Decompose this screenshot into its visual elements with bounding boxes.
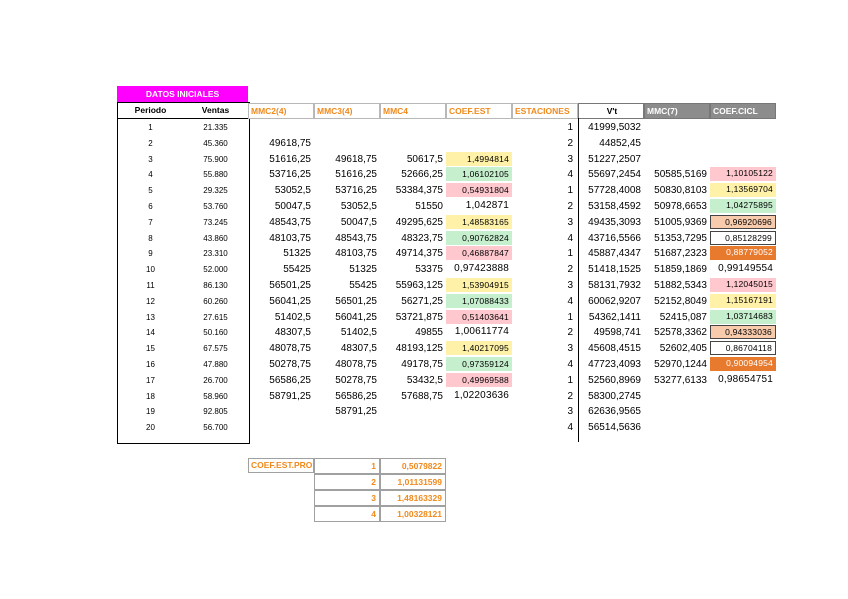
coef-est-cell: 1,06102105 (446, 167, 512, 181)
promedio-coef-value: 0,5079822 (380, 458, 446, 474)
column-header-mmc2: MMC2(4) (248, 103, 314, 119)
mmc3-cell: 53716,25 (335, 185, 377, 197)
periodo-cell: 4 (148, 170, 153, 180)
periodo-cell: 10 (146, 265, 155, 275)
column-header-estaciones: ESTACIONES (512, 103, 578, 119)
coef-est-cell: 1,00611774 (454, 326, 509, 338)
coef-cicl-cell: 0,96920696 (710, 215, 776, 229)
coef-cicl-cell: 1,04275895 (710, 199, 776, 213)
mmc7-cell: 53277,6133 (654, 374, 707, 386)
promedio-coef-value: 1,00328121 (380, 506, 446, 522)
mmc3-cell: 58791,25 (335, 406, 377, 418)
ventas-cell: 47.880 (203, 360, 228, 369)
vt-cell: 58131,7932 (588, 280, 641, 291)
vt-cell: 51418,1525 (588, 264, 641, 276)
coef-est-cell: 1,02203636 (454, 389, 509, 401)
column-header-coef-est: COEF.EST (446, 103, 512, 119)
estacion-cell: 3 (567, 343, 573, 355)
mmc4-cell: 55963,125 (395, 280, 443, 291)
mmc4-cell: 53721,875 (395, 311, 443, 323)
column-header-coef-cicl: COEF.CICL (710, 103, 776, 119)
mmc4-cell: 57688,75 (401, 390, 443, 402)
mmc7-cell: 52970,1244 (654, 359, 707, 370)
coef-cicl-cell: 0,86704118 (710, 341, 776, 355)
periodo-cell: 16 (146, 360, 155, 369)
mmc3-cell: 48307,5 (340, 343, 377, 355)
estacion-cell: 1 (567, 122, 573, 133)
datos-iniciales-title: DATOS INICIALES (117, 86, 248, 102)
vt-cell: 51227,2507 (588, 153, 641, 165)
coef-est-promedio-label: COEF.EST.PRO (248, 458, 314, 473)
ventas-cell: 75.900 (203, 154, 228, 164)
mmc2-cell: 53052,5 (274, 185, 311, 197)
ventas-cell: 26.700 (203, 375, 228, 385)
vt-cell: 45608,4515 (588, 343, 641, 355)
coef-cicl-cell: 0,90094954 (710, 357, 776, 371)
vt-cell: 54362,1411 (588, 311, 641, 323)
coef-est-cell: 1,48583165 (446, 215, 512, 229)
vt-cell: 49598,741 (593, 327, 641, 339)
coef-est-cell: 1,53904915 (446, 278, 512, 292)
coef-cicl-cell: 1,10105122 (710, 167, 776, 181)
vt-cell: 55697,2454 (588, 169, 641, 181)
mmc7-cell: 51687,2323 (654, 248, 707, 260)
ventas-cell: 56.700 (203, 423, 228, 433)
periodo-cell: 17 (146, 375, 155, 385)
coef-cicl-cell: 1,03714683 (710, 310, 776, 324)
vt-cell: 56514,5636 (588, 422, 641, 434)
mmc4-cell: 51550 (415, 201, 443, 212)
column-header-mmc3: MMC3(4) (314, 103, 380, 119)
mmc4-cell: 50617,5 (406, 153, 443, 165)
mmc2-cell: 48078,75 (269, 343, 311, 355)
coef-cicl-cell: 0,85128299 (710, 231, 776, 245)
mmc7-cell: 51882,5343 (654, 280, 707, 291)
promedio-coef-value: 1,48163329 (380, 490, 446, 506)
coef-est-cell: 0,46887847 (446, 246, 512, 260)
mmc7-cell: 50830,8103 (654, 185, 707, 197)
ventas-cell: 50.160 (203, 328, 228, 338)
ventas-cell: 86.130 (203, 281, 228, 290)
mmc2-cell: 51616,25 (269, 153, 311, 165)
estacion-cell: 1 (567, 248, 573, 260)
mmc3-cell: 53052,5 (340, 201, 377, 212)
coef-est-cell: 0,97423888 (454, 263, 509, 275)
column-header-ventas: Ventas (201, 105, 230, 115)
mmc4-cell: 52666,25 (401, 169, 443, 181)
mmc7-cell: 50978,6653 (654, 201, 707, 212)
estacion-cell: 3 (567, 153, 573, 165)
column-header-mmc7: MMC(7) (644, 103, 710, 119)
estacion-cell: 3 (567, 406, 573, 418)
vt-cell: 45887,4347 (588, 248, 641, 260)
coef-cicl-cell: 0,88779052 (710, 246, 776, 260)
estacion-cell: 4 (567, 295, 573, 307)
promedio-season-number: 2 (314, 474, 380, 490)
coef-est-cell: 1,07088433 (446, 294, 512, 308)
periodo-cell: 18 (146, 391, 155, 401)
mmc2-cell: 53716,25 (269, 169, 311, 181)
ventas-cell: 29.325 (203, 186, 228, 196)
vt-cell: 52560,8969 (588, 374, 641, 386)
coef-cicl-cell: 1,13569704 (710, 183, 776, 197)
promedio-season-number: 1 (314, 458, 380, 474)
periodo-cell: 1 (148, 123, 153, 132)
coef-est-cell: 0,51403641 (446, 310, 512, 324)
coef-cicl-cell: 1,12045015 (710, 278, 776, 292)
vt-cell: 49435,3093 (588, 216, 641, 228)
mmc4-cell: 53432,5 (406, 374, 443, 386)
coef-est-cell: 0,49969588 (446, 373, 512, 387)
coef-est-cell: 1,4994814 (446, 152, 512, 166)
promedio-coef-value: 1,01131599 (380, 474, 446, 490)
estacion-cell: 2 (567, 327, 573, 339)
estacion-cell: 2 (567, 137, 573, 149)
ventas-cell: 73.245 (203, 217, 228, 227)
estacion-cell: 4 (567, 232, 573, 244)
mmc7-cell: 52415,087 (659, 311, 707, 323)
coef-cicl-cell: 0,98654751 (718, 373, 773, 385)
mmc2-cell: 56586,25 (269, 374, 311, 386)
vt-cell: 43716,5566 (588, 232, 641, 244)
mmc2-cell: 48307,5 (274, 327, 311, 339)
mmc4-cell: 53375 (415, 264, 443, 276)
mmc7-cell: 51353,7295 (654, 232, 707, 244)
periodo-cell: 7 (148, 217, 153, 227)
vt-cell: 58300,2745 (588, 390, 641, 402)
mmc7-cell: 51005,9369 (654, 216, 707, 228)
mmc4-cell: 48323,75 (401, 232, 443, 244)
periodo-cell: 14 (146, 328, 155, 338)
periodo-cell: 13 (146, 312, 155, 322)
mmc4-cell: 56271,25 (401, 295, 443, 307)
periodo-cell: 3 (148, 154, 153, 164)
periodo-cell: 19 (146, 407, 155, 417)
estacion-cell: 2 (567, 390, 573, 402)
coef-cicl-cell: 0,94333036 (710, 325, 776, 339)
vt-cell: 41999,5032 (588, 122, 641, 133)
ventas-cell: 21.335 (203, 123, 228, 132)
mmc3-cell: 48543,75 (335, 232, 377, 244)
estacion-cell: 2 (567, 264, 573, 276)
vt-cell: 62636,9565 (588, 406, 641, 418)
estacion-cell: 4 (567, 169, 573, 181)
mmc2-cell: 58791,25 (269, 390, 311, 402)
vt-cell: 57728,4008 (588, 185, 641, 197)
mmc2-cell: 48103,75 (269, 232, 311, 244)
coef-est-cell: 0,54931804 (446, 183, 512, 197)
ventas-cell: 27.615 (203, 312, 228, 322)
column-header-mmc4: MMC4 (380, 103, 446, 119)
periodo-cell: 6 (148, 202, 153, 211)
mmc3-cell: 51616,25 (335, 169, 377, 181)
estacion-cell: 1 (567, 311, 573, 323)
mmc3-cell: 51325 (349, 264, 377, 276)
periodo-cell: 20 (146, 423, 155, 433)
coef-cicl-cell: 0,99149554 (718, 263, 773, 275)
mmc2-cell: 55425 (283, 264, 311, 276)
mmc3-cell: 50278,75 (335, 374, 377, 386)
column-header-periodo: Periodo (134, 105, 167, 115)
mmc2-cell: 50047,5 (274, 201, 311, 212)
periodo-cell: 12 (146, 296, 155, 306)
estacion-cell: 4 (567, 422, 573, 434)
ventas-cell: 52.000 (203, 265, 228, 275)
estacion-cell: 2 (567, 201, 573, 212)
periodo-cell: 5 (148, 186, 153, 196)
mmc3-cell: 48078,75 (335, 359, 377, 370)
ventas-cell: 45.360 (203, 138, 228, 148)
coef-est-cell: 0,90762824 (446, 231, 512, 245)
mmc3-cell: 48103,75 (335, 248, 377, 260)
vt-cell: 53158,4592 (588, 201, 641, 212)
periodo-cell: 2 (148, 138, 153, 148)
mmc3-cell: 55425 (349, 280, 377, 291)
mmc3-cell: 56041,25 (335, 311, 377, 323)
periodo-cell: 11 (146, 281, 155, 290)
ventas-cell: 60.260 (203, 296, 228, 306)
coef-est-cell: 0,97359124 (446, 357, 512, 371)
ventas-cell: 67.575 (203, 344, 228, 354)
datos-header-divider (117, 118, 249, 119)
ventas-cell: 53.760 (203, 202, 228, 211)
mmc3-cell: 51402,5 (340, 327, 377, 339)
mmc2-cell: 49618,75 (269, 137, 311, 149)
mmc3-cell: 50047,5 (340, 216, 377, 228)
promedio-season-number: 4 (314, 506, 380, 522)
mmc2-cell: 51402,5 (274, 311, 311, 323)
mmc4-cell: 49295,625 (395, 216, 443, 228)
mmc7-cell: 51859,1869 (654, 264, 707, 276)
mmc2-cell: 56501,25 (269, 280, 311, 291)
promedio-season-number: 3 (314, 490, 380, 506)
periodo-cell: 9 (148, 249, 153, 259)
mmc4-cell: 53384,375 (395, 185, 443, 197)
estacion-cell: 1 (567, 185, 573, 197)
vt-cell: 44852,45 (599, 137, 641, 149)
coef-cicl-cell: 1,15167191 (710, 294, 776, 308)
mmc4-cell: 49714,375 (395, 248, 443, 260)
periodo-cell: 15 (146, 344, 155, 354)
vt-cell: 47723,4093 (588, 359, 641, 370)
mmc7-cell: 52602,405 (659, 343, 707, 355)
mmc4-cell: 49855 (415, 327, 443, 339)
mmc2-cell: 48543,75 (269, 216, 311, 228)
ventas-cell: 55.880 (203, 170, 228, 180)
mmc3-cell: 49618,75 (335, 153, 377, 165)
ventas-cell: 23.310 (203, 249, 228, 259)
vt-cell: 60062,9207 (588, 295, 641, 307)
mmc2-cell: 56041,25 (269, 295, 311, 307)
coef-est-cell: 1,40217095 (446, 341, 512, 355)
ventas-cell: 58.960 (203, 391, 228, 401)
mmc7-cell: 52152,8049 (654, 295, 707, 307)
ventas-cell: 43.860 (203, 233, 228, 243)
mmc7-cell: 52578,3362 (654, 327, 707, 339)
estacion-cell: 3 (567, 280, 573, 291)
mmc2-cell: 50278,75 (269, 359, 311, 370)
mmc2-cell: 51325 (283, 248, 311, 260)
column-header-vt: V't (578, 103, 644, 119)
estacion-cell: 3 (567, 216, 573, 228)
mmc3-cell: 56501,25 (335, 295, 377, 307)
coef-est-cell: 1,042871 (465, 200, 509, 211)
mmc4-cell: 48193,125 (395, 343, 443, 355)
mmc4-cell: 49178,75 (401, 359, 443, 370)
ventas-cell: 92.805 (203, 407, 228, 417)
estacion-cell: 1 (567, 374, 573, 386)
mmc7-cell: 50585,5169 (654, 169, 707, 181)
mmc3-cell: 56586,25 (335, 390, 377, 402)
estacion-cell: 4 (567, 359, 573, 370)
periodo-cell: 8 (148, 233, 153, 243)
